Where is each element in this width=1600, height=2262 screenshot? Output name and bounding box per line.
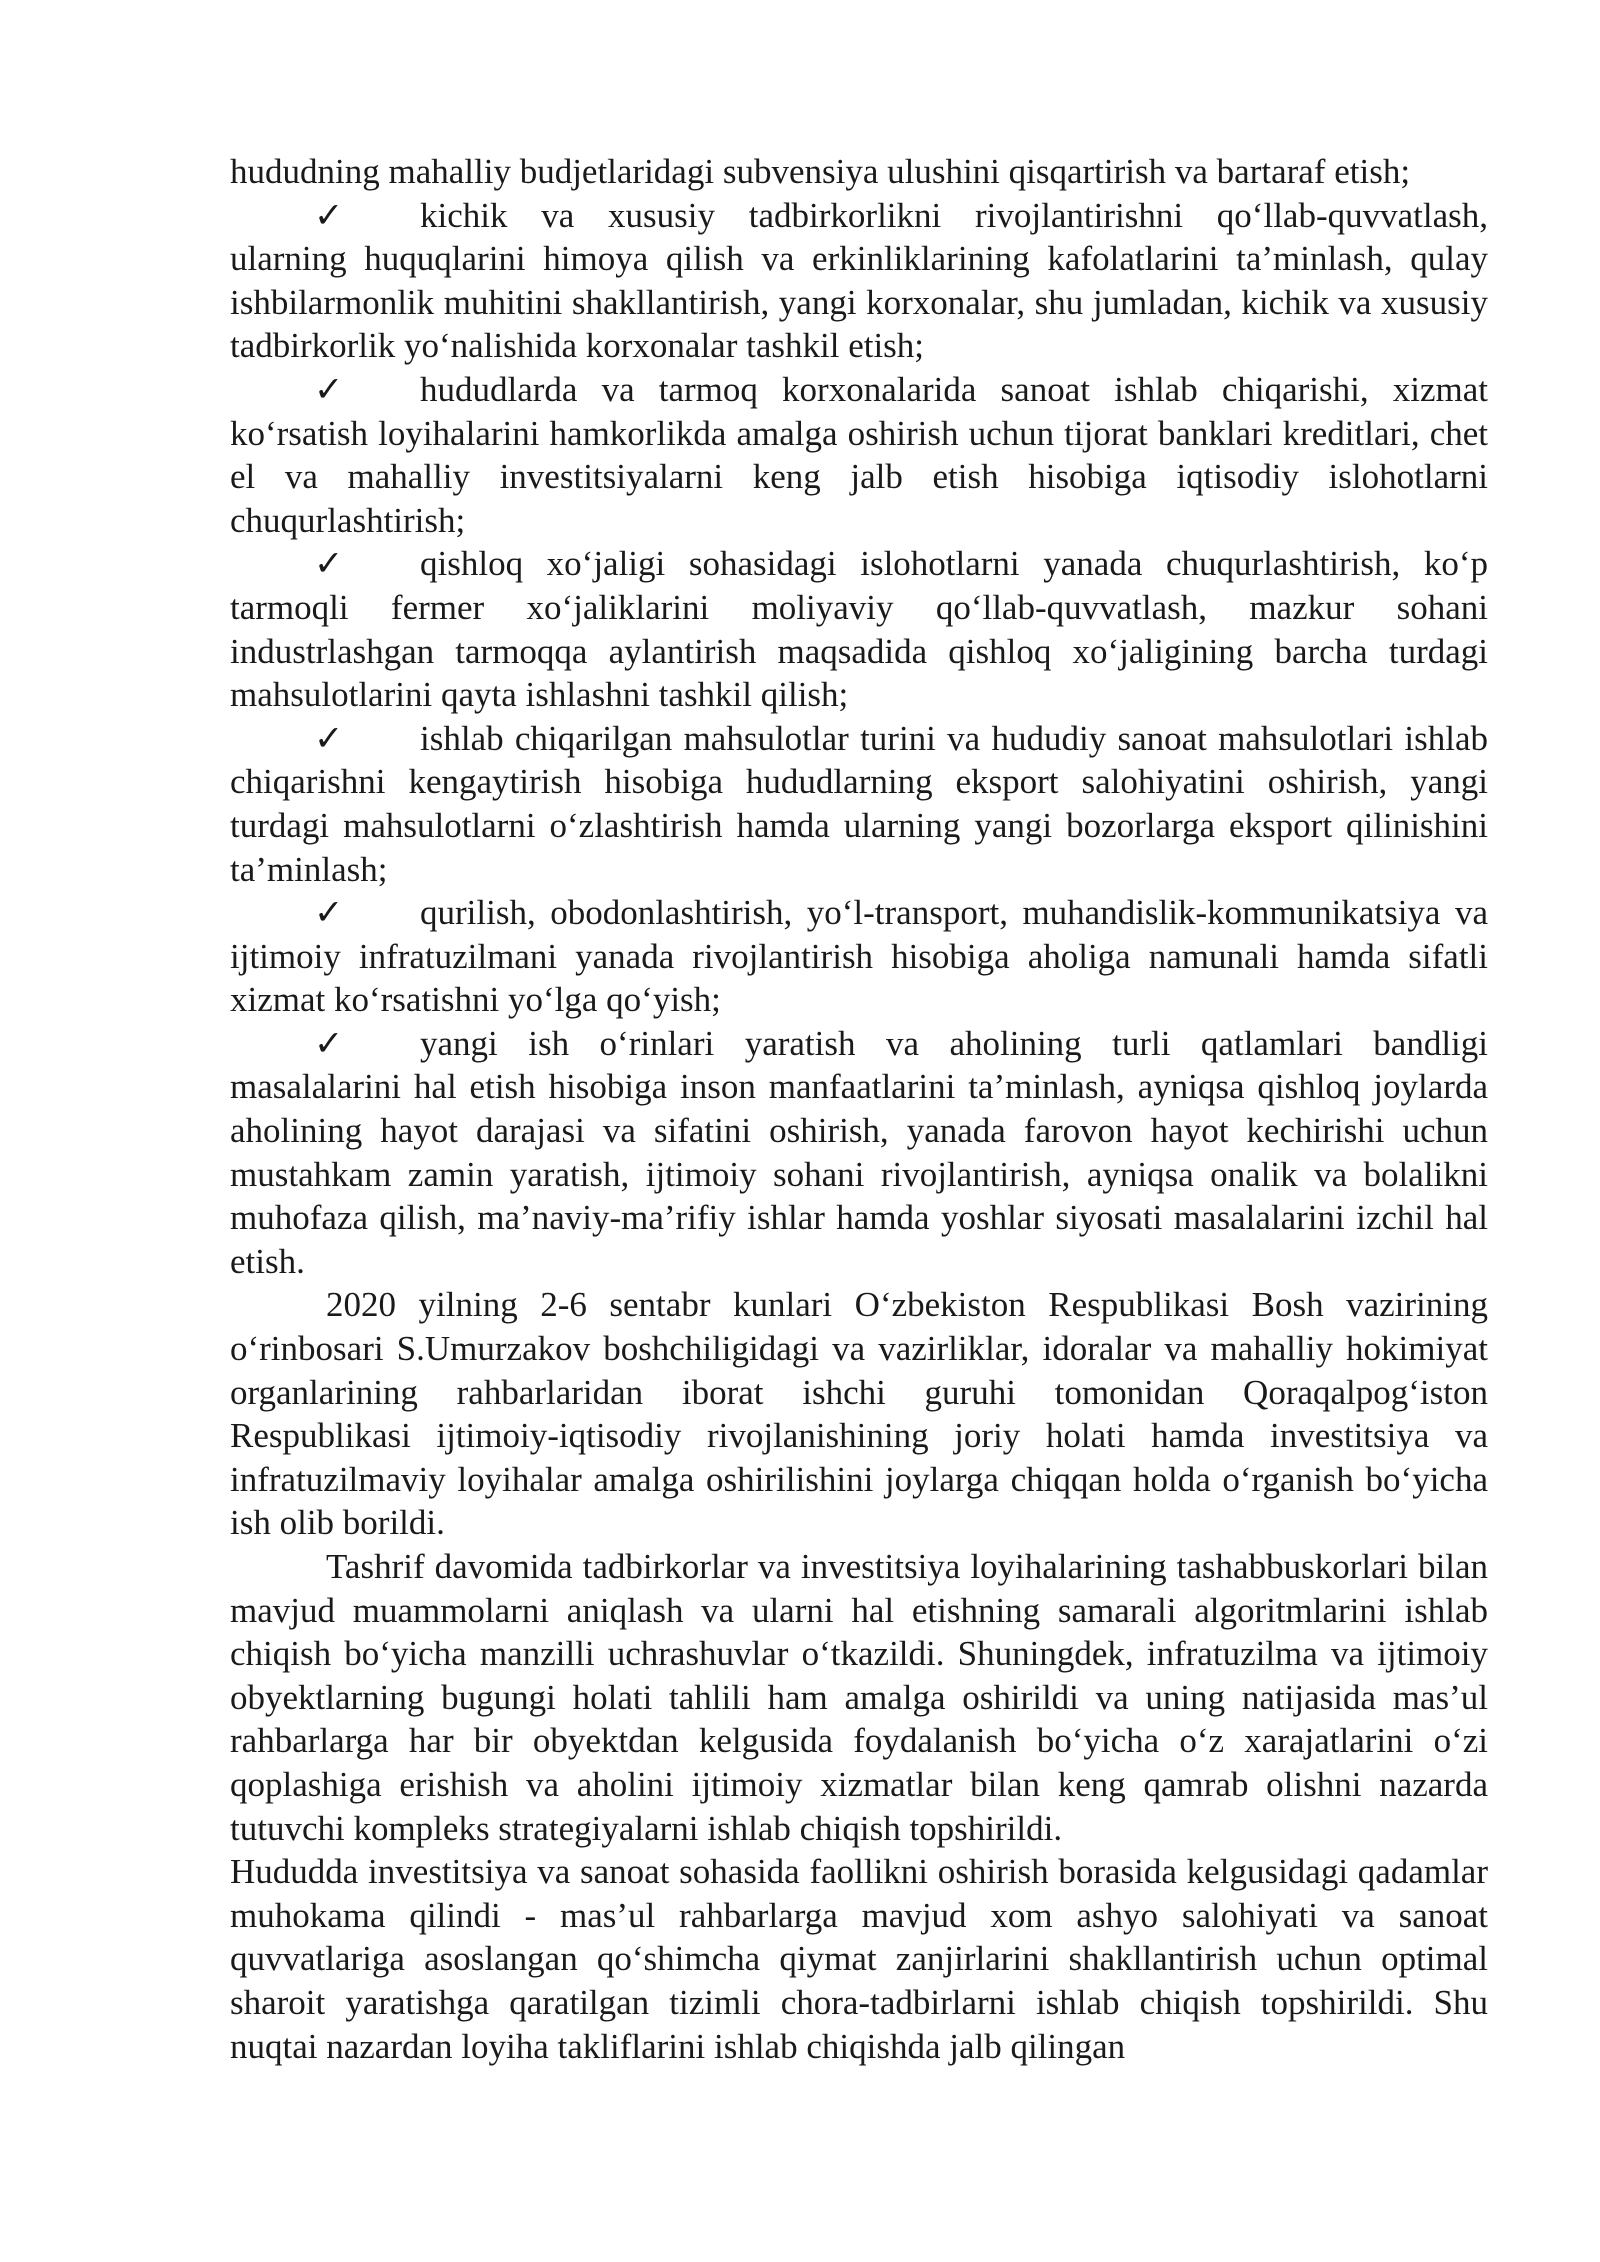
intro-paragraph: hududning mahalliy budjetlaridagi subvensiya ulushini qisqartirish va bartaraf etish; [230, 152, 1411, 191]
bullet-text: kichik va xususiy tadbirkorlikni rivojlantirishni qo‘llab-quvvatlash, ularning huquqlarini himoya qilish va erkinliklarining kafolatlarini ta’minlash, qulay ishbilarmonlik muhitini shakllantirish, yangi korxonalar, shu jumladan, kichik va xususiy tadbirkorlik yo‘nalishida korxonalar tashkil etish; [230, 195, 1488, 366]
checkmark-icon: ✓ [314, 195, 344, 235]
body-paragraph-1: 2020 yilning 2-6 sentabr kunlari O‘zbekiston Respublikasi Bosh vazirining o‘rinbosari S.Umurzakov boshchiligidagi va vazirliklar, idoralar va mahalliy hokimiyat organlarining rahbarlaridan iborat ishchi guruhi tomonidan Qoraqalpog‘iston Respublikasi ijtimoiy-iqtisodiy rivojlanishining joriy holati hamda investitsiya va infratuzilmaviy loyihalar amalga oshirilishini joylarga chiqqan holda o‘rganish bo‘yicha ish olib borildi. [230, 1285, 1488, 1543]
bullet-item-6 [230, 1022, 1488, 1284]
checkmark-icon: ✓ [314, 369, 344, 409]
bullet-item-5 [230, 891, 1488, 1022]
bullet-text: ishlab chiqarilgan mahsulotlar turini va hududiy sanoat mahsulotlari ishlab chiqarishni kengaytirish hisobiga hududlarning eksport salohiyatini oshirish, yangi turdagi mahsulotlarni o‘zlashtirish hamda ularning yangi bozorlarga eksport qilinishini ta’minlash; [230, 718, 1488, 889]
checkmark-icon: ✓ [314, 718, 344, 758]
body-paragraph-2: Tashrif davomida tadbirkorlar va investitsiya loyihalarining tashabbuskorlari bilan mavjud muammolarni aniqlash va ularni hal etishning samarali algoritmlarini ishlab chiqish bo‘yicha manzilli uchrashuvlar o‘tkazildi. Shuningdek, infratuzilma va ijtimoiy obyektlarning bugungi holati tahlili ham amalga oshirildi va uning natijasida mas’ul rahbarlarga har bir obyektdan kelgusida foydalanish bo‘yicha o‘z xarajatlarini o‘zi qoplashiga erishish va aholini ijtimoiy xizmatlar bilan keng qamrab olishni nazarda tutuvchi kompleks strategiyalarni ishlab chiqish topshirildi. [230, 1547, 1488, 1848]
body-paragraph-3: Hududda investitsiya va sanoat sohasida faollikni oshirish borasida kelgusidagi qadamlar muhokama qilindi - mas’ul rahbarlarga mavjud xom ashyo salohiyati va sanoat quvvatlariga asoslangan qo‘shimcha qiymat zanjirlarini shakllantirish uchun optimal sharoit yaratishga qaratilgan tizimli chora-tadbirlarni ishlab chiqish topshirildi. Shu nuqtai nazardan loyiha takliflarini ishlab chiqishda jalb qilingan [230, 1852, 1488, 2066]
bullet-text: hududlarda va tarmoq korxonalarida sanoat ishlab chiqarishi, xizmat ko‘rsatish loyihalarini hamkorlikda amalga oshirish uchun tijorat banklari kreditlari, chet el va mahalliy investitsiyalarni keng jalb etish hisobiga iqtisodiy islohotlarni chuqurlashtirish; [230, 369, 1488, 540]
checkmark-icon: ✓ [314, 893, 344, 933]
bullet-text: yangi ish o‘rinlari yaratish va aholining turli qatlamlari bandligi masalalarini hal etish hisobiga inson manfaatlarini ta’minlash, ayniqsa qishloq joylarda aholining hayot darajasi va sifatini oshirish, yanada farovon hayot kechirishi uchun mustahkam zamin yaratish, ijtimoiy sohani rivojlantirish, ayniqsa onalik va bolalikni muhofaza qilish, ma’naviy-ma’rifiy ishlar hamda yoshlar siyosati masalalarini izchil hal etish. [230, 1023, 1488, 1281]
bullet-text: qurilish, obodonlashtirish, yo‘l-transport, muhandislik-kommunikatsiya va ijtimoiy infratuzilmani yanada rivojlantirish hisobiga aholiga namunali hamda sifatli xizmat ko‘rsatishni yo‘lga qo‘yish; [230, 893, 1488, 1020]
document-page [230, 150, 1488, 2068]
bullet-item-3 [230, 542, 1488, 716]
checkmark-icon: ✓ [314, 544, 344, 584]
bullet-item-4 [230, 717, 1488, 891]
bullet-item-1 [230, 194, 1488, 368]
bullet-text: qishloq xo‘jaligi sohasidagi islohotlarni yanada chuqurlashtirish, ko‘p tarmoqli fermer xo‘jaliklarini moliyaviy qo‘llab-quvvatlash, mazkur sohani industrlashgan tarmoqqa aylantirish maqsadida qishloq xo‘jaligining barcha turdagi mahsulotlarini qayta ishlashni tashkil qilish; [230, 544, 1488, 715]
bullet-item-2 [230, 368, 1488, 542]
checkmark-icon: ✓ [314, 1023, 344, 1063]
